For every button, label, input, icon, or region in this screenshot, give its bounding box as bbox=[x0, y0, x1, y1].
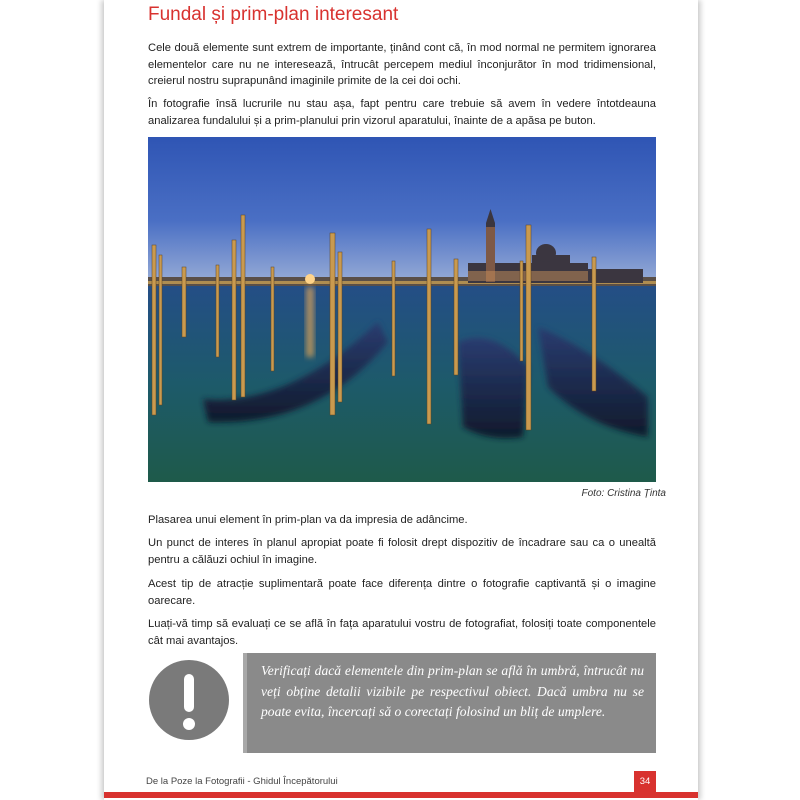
paragraph-attraction: Acest tip de atracție suplimentară poate face diferența dintre o fotografie captivantă și o imagine oarecare. bbox=[148, 578, 656, 607]
exclamation-icon bbox=[149, 660, 229, 740]
paragraph-depth: Plasarea unui element în prim-plan va da impresia de adâncime. bbox=[148, 514, 468, 526]
paragraph-evaluate: Luați-vă timp să evaluați ce se află în fața aparatului vostru de fotografiat, folosiți toate componentele cât mai avantajos. bbox=[148, 618, 656, 647]
tip-box bbox=[243, 653, 656, 753]
footer-book-title: De la Poze la Fotografii - Ghidul Începătorului bbox=[146, 776, 338, 787]
page-number: 34 bbox=[634, 771, 656, 792]
photo-caption: Foto: Cristina Ținta bbox=[581, 488, 666, 499]
document-page bbox=[104, 0, 698, 800]
paragraph-photography: În fotografie însă lucrurile nu stau așa, fapt pentru care trebuie să avem în vedere întotdeauna analizarea fundalului și a prim-planului prin vizorul aparatului, înainte de a apăsa pe buton. bbox=[148, 98, 656, 127]
photo-illustration bbox=[148, 137, 656, 482]
section-heading: Fundal și prim-plan interesant bbox=[148, 4, 399, 25]
paragraph-intro: Cele două elemente sunt extrem de importante, ținând cont că, în mod normal ne permitem ignorarea elementelor care nu ne interesează, întrucât percepem mediul înconjurător în mod tridimensional, creierul nostru suprapunând imaginile primite de la cei doi ochi. bbox=[148, 42, 656, 87]
tip-text: Verificați dacă elementele din prim-plan se află în umbră, întrucât nu veți obține detalii vizibile pe respectivul obiect. Dacă umbra nu se poate evita, încercați să o corectați folosind un bliț de umplere. bbox=[261, 663, 644, 719]
exclamation-bar bbox=[184, 674, 194, 712]
venice-gondolas-photo bbox=[148, 137, 656, 482]
exclamation-dot bbox=[183, 718, 195, 730]
footer-accent-line bbox=[104, 792, 698, 798]
paragraph-point-of-interest: Un punct de interes în planul apropiat poate fi folosit drept dispozitiv de încadrare sau ca o unealtă pentru a călăuzi ochiul în imagine. bbox=[148, 537, 656, 566]
